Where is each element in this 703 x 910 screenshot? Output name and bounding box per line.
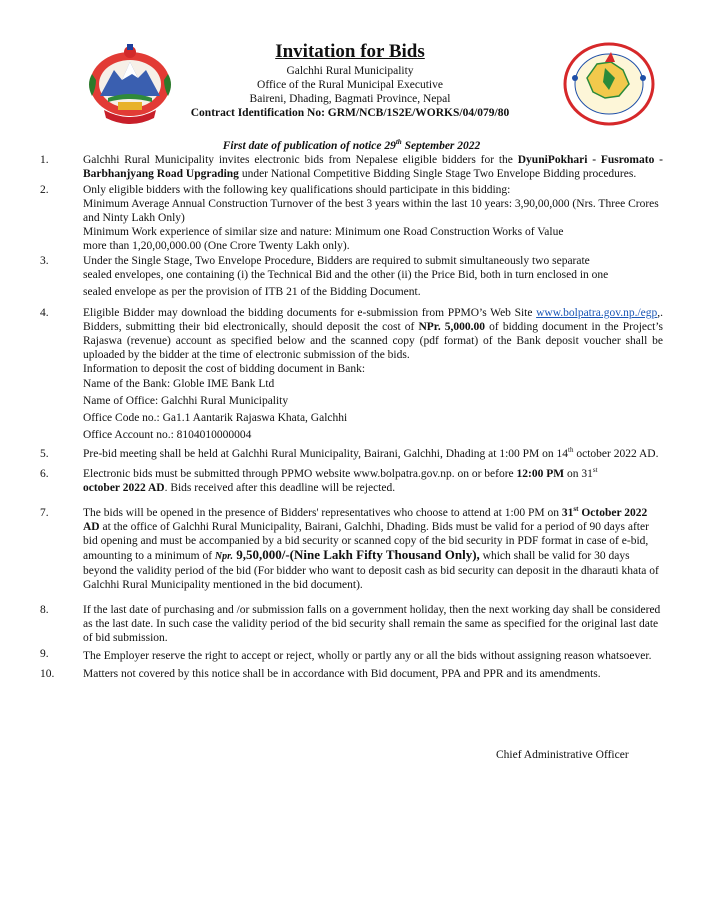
document-cost: NPr. 5,000.00 — [418, 321, 486, 333]
notice-item-7 — [0, 506, 703, 592]
project-name: DyuniPokhari - Fusromato -Barbhanjyang Road Upgrading — [83, 154, 663, 180]
municipality-name: Galchhi Rural Municipality — [286, 65, 414, 77]
item-body: The bids will be opened in the presence of Bidders' representatives who choose to attend at 1:00 PM on 31st October 2022 AD at the office of Galchhi Rural Municipality, Bairani, Galchhi, Dhading. Bids must be valid for a period of 90 days after bid opening and must be accompanied by a bid security or scanned copy of the bid security in PDF format in case of e-bid, amounting to a minimum of Npr. 9,50,000/-(Nine Lakh Fifty Thousand Only), which shall be valid for 30 days beyond the validity period of the bid (For bidder who want to deposit cash as bid security can deposit in the dharauti khata of Galchhi Rural Municipality mentioned in the bid document). — [83, 505, 659, 591]
item-number: 2. — [40, 184, 49, 196]
item-number: 1. — [40, 154, 49, 166]
item-number: 6. — [40, 468, 49, 480]
office-name: Office of the Rural Municipal Executive — [257, 79, 443, 91]
item-body: Electronic bids must be submitted through PPMO website www.bolpatra.gov.np. on or before 12:00 PM on 31st october 2022 AD. Bids received after this deadline will be rejected. — [83, 466, 598, 494]
notice-item-8 — [0, 603, 703, 645]
bank-name: Name of the Bank: Globle IME Bank Ltd — [83, 378, 275, 390]
office-name-line: Name of Office: Galchhi Rural Municipality — [83, 395, 289, 407]
bid-security-amount: 9,50,000/-(Nine Lakh Fifty Thousand Only), — [232, 547, 480, 562]
office-address: Baireni, Dhading, Bagmati Province, Nepal — [249, 93, 451, 105]
notice-item-9 — [0, 647, 703, 665]
publication-date: First date of publication of notice 29th September 2022 — [222, 138, 481, 152]
notice-header — [160, 40, 540, 120]
notice-title: Invitation for Bids — [275, 41, 425, 62]
item-body: Matters not covered by this notice shall be in accordance with Bid document, PPA and PPR and its amendments. — [83, 668, 601, 680]
notice-item-3 — [0, 254, 703, 302]
office-account: Office Account no.: 8104010000004 — [83, 429, 252, 441]
bolpatra-link[interactable]: www.bolpatra.gov.np./egp — [536, 307, 658, 319]
bid-security-prefix: Npr. — [214, 551, 233, 562]
item-number: 8. — [40, 604, 49, 616]
notice-items — [0, 153, 703, 681]
item-body: Under the Single Stage, Two Envelope Procedure, Bidders are required to submit simultaneously two separate sealed envelopes, one containing (i) the Technical Bid and the other (ii) the Price Bid, both in turn enclosed in one sealed envelope as per the provision of ITB 21 of the Bidding Document. — [83, 255, 609, 298]
notice-item-5 — [0, 447, 703, 461]
item-body: Only eligible bidders with the following key qualifications should participate in this bidding: Minimum Average Annual Construction Turnover of the best 3 years within the last 10 years: 3,90,00,000 (Nrs. Three Crores and Ninty Lakh Only) Minimum Work experience of similar size and nature: Minimum one Road Construction Works of Value more than 1,20,00,000.00 (One Crore Twenty Lakh only). — [83, 184, 659, 252]
bank-details — [83, 376, 663, 444]
notice-item-10 — [0, 667, 703, 681]
item-number: 5. — [40, 448, 49, 460]
galchhi-seal-icon — [553, 38, 665, 128]
contract-id: Contract Identification No: GRM/NCB/1S2E/WORKS/04/079/80 — [190, 107, 510, 119]
deadline-date: october 2022 AD — [83, 482, 165, 494]
signature-title: Chief Administrative Officer — [496, 749, 629, 761]
item-number: 4. — [40, 307, 49, 319]
item-body: Eligible Bidder may download the bidding documents for e-submission from PPMO’s Web Site www.bolpatra.gov.np./egp,. Bidders, submitting their bid electronically, should deposit the cost of NPr. 5,000.00 of bidding document in the Project’s Rajaswa (revenue) account as specified below and the scanned copy (pdf format) of the Bank deposit voucher shall be uploaded by the bidder at the time of electronic submission of the bids. Information to deposit the cost of bidding document in Bank: Name of the Bank: Globle IME Bank Ltd Name of Office: Galchhi Rural Municipality Office Code no.: Ga1.1 Aantarik Rajaswa Khata, Galchhi Office Account no.: 8104010000004 — [83, 306, 663, 444]
item-body: The Employer reserve the right to accept or reject, wholly or partly any or all the bids without assigning reason whatsoever. — [83, 650, 652, 662]
item-number: 3. — [40, 255, 49, 267]
notice-item-4 — [0, 306, 703, 444]
deadline-time: 12:00 PM — [516, 468, 565, 480]
item-number: 10. — [40, 668, 55, 680]
notice-item-1 — [0, 153, 703, 181]
item-number: 7. — [40, 507, 49, 519]
item-number: 9. — [40, 648, 49, 660]
office-code: Office Code no.: Ga1.1 Aantarik Rajaswa Khata, Galchhi — [83, 412, 348, 424]
notice-item-6 — [0, 467, 703, 495]
item-body: Galchhi Rural Municipality invites electronic bids from Nepalese eligible bidders for the DyuniPokhari - Fusromato -Barbhanjyang Road Upgrading under National Competitive Bidding Single Stage Two Envelope Bidding procedures. — [83, 154, 663, 180]
item-body: If the last date of purchasing and /or submission falls on a government holiday, then the next working day shall be considered as the last date. In such case the validity period of the bid security shall remain the same as specified for the original last date of bid submission. — [83, 604, 661, 644]
item-body: Pre-bid meeting shall be held at Galchhi Rural Municipality, Bairani, Galchhi, Dhading at 1:00 PM on 14th october 2022 AD. — [83, 446, 659, 460]
notice-item-2 — [0, 183, 703, 253]
municipality-seal-logo — [553, 38, 665, 128]
